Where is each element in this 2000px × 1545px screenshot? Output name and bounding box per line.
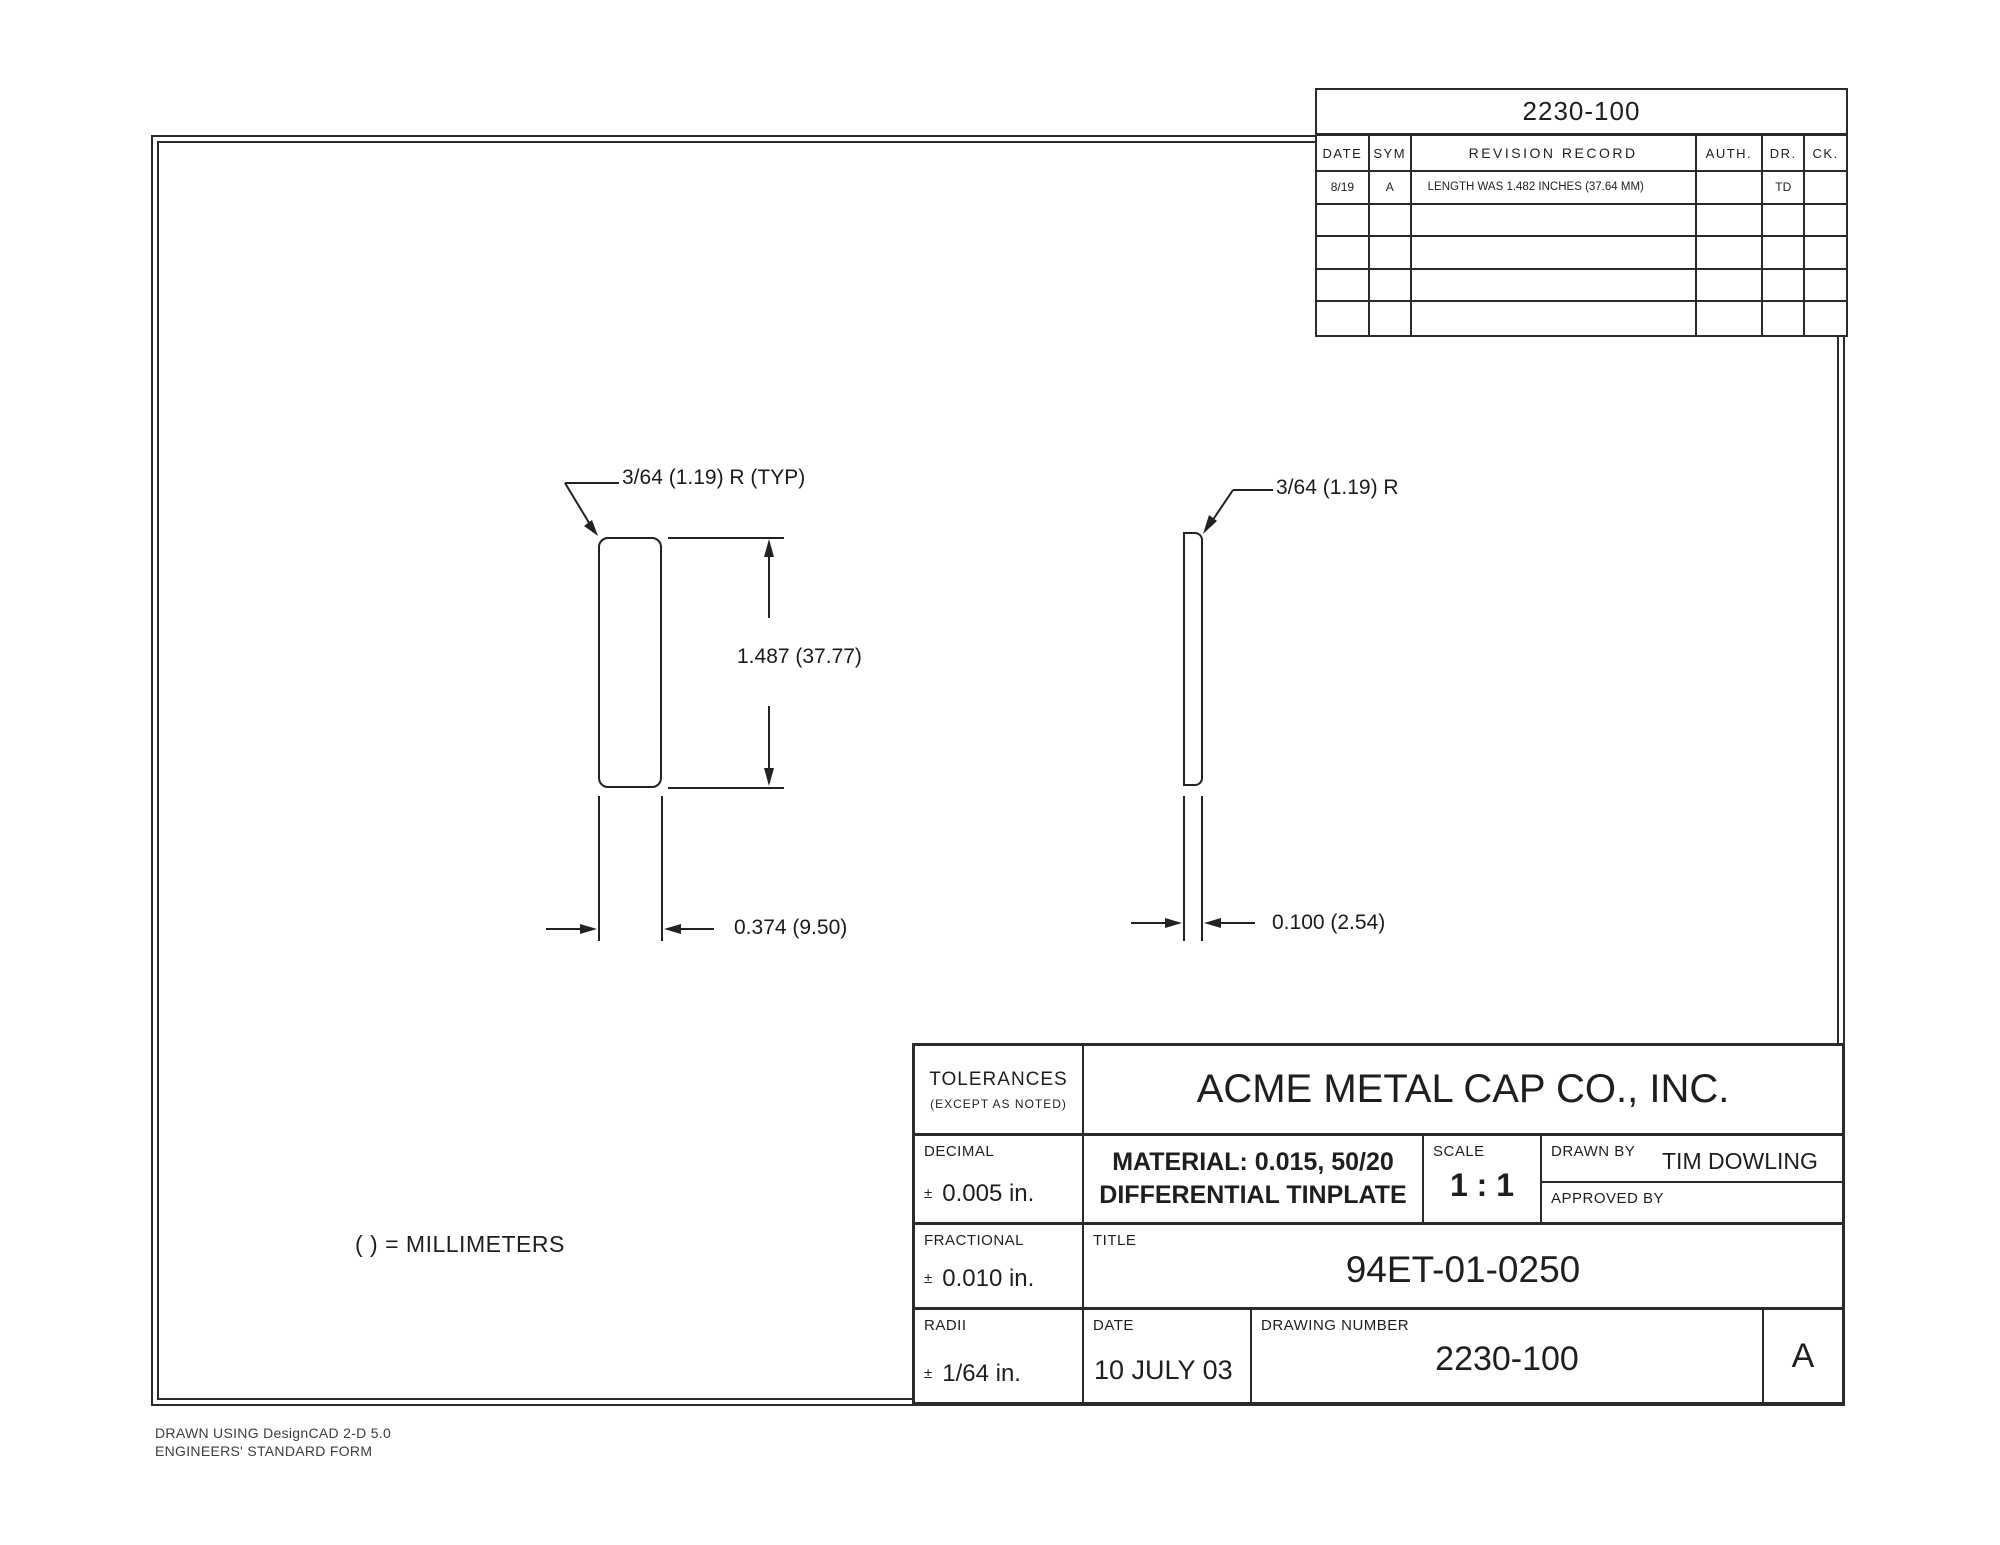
- tolerances-cell: [915, 1046, 1084, 1133]
- revision-row: [1317, 270, 1846, 303]
- revision-cell-record: [1412, 302, 1697, 335]
- revision-record-table: [1315, 88, 1848, 337]
- front-view-part-outline: [599, 538, 661, 787]
- drawn-by-value: TIM DOWLING: [1662, 1148, 1818, 1174]
- side-radius-callout: 3/64 (1.19) R: [1276, 476, 1399, 499]
- drawn-by-cell: [1542, 1136, 1842, 1183]
- revision-cell-sym: [1370, 237, 1412, 270]
- drawn-by-label: DRAWN BY: [1551, 1143, 1636, 1160]
- revision-row: [1317, 237, 1846, 270]
- front-vdim-top-arrowhead: [764, 539, 774, 557]
- date-label: DATE: [1093, 1317, 1134, 1334]
- tolerances-subnote: (EXCEPT AS NOTED): [930, 1096, 1067, 1111]
- decimal-value: ± 0.005 in.: [924, 1180, 1035, 1207]
- company-name: ACME METAL CAP CO., INC.: [1196, 1067, 1730, 1111]
- drawn-approved-cell: [1542, 1136, 1842, 1222]
- revision-header-sym: SYM: [1370, 136, 1412, 172]
- revision-cell-sym: [1370, 302, 1412, 335]
- fractional-label: FRACTIONAL: [924, 1232, 1025, 1249]
- millimeters-note: ( ) = MILLIMETERS: [355, 1231, 565, 1257]
- company-cell: [1084, 1046, 1842, 1133]
- revision-cell-dr: [1763, 205, 1805, 238]
- date-value: 10 JULY 03: [1094, 1355, 1233, 1385]
- plus-minus-sign: ±: [924, 1365, 933, 1382]
- fractional-tolerance-cell: [915, 1225, 1084, 1307]
- sheet-footer: [155, 1424, 391, 1460]
- front-width-dimension: 0.374 (9.50): [734, 916, 848, 939]
- revision-cell-dr: TD: [1763, 172, 1805, 205]
- revision-header-dr: DR.: [1763, 136, 1805, 172]
- revision-cell-ck: [1805, 270, 1846, 303]
- revision-row: [1317, 172, 1846, 205]
- revision-table-part-number: 2230-100: [1317, 90, 1846, 136]
- revision-letter-cell: [1764, 1310, 1842, 1402]
- side-view-geometry: [1131, 490, 1273, 941]
- side-thickness-dimension: 0.100 (2.54): [1272, 911, 1386, 934]
- radii-label: RADII: [924, 1317, 967, 1334]
- revision-cell-record: LENGTH WAS 1.482 INCHES (37.64 MM): [1412, 172, 1697, 205]
- side-hdim-left-arrowhead: [1165, 918, 1182, 928]
- revision-cell-sym: [1370, 270, 1412, 303]
- revision-row: [1317, 302, 1846, 335]
- revision-header-ck: CK.: [1805, 136, 1846, 172]
- revision-cell-date: [1317, 237, 1370, 270]
- revision-cell-date: [1317, 270, 1370, 303]
- side-hdim-right-arrowhead: [1204, 918, 1221, 928]
- revision-cell-date: [1317, 205, 1370, 238]
- revision-row: [1317, 205, 1846, 238]
- radii-value: ± 1/64 in.: [924, 1360, 1021, 1387]
- revision-cell-dr: [1763, 302, 1805, 335]
- scale-cell: [1424, 1136, 1542, 1222]
- revision-cell-dr: [1763, 270, 1805, 303]
- revision-header-auth: AUTH.: [1697, 136, 1764, 172]
- date-cell: [1084, 1310, 1252, 1402]
- revision-cell-record: [1412, 205, 1697, 238]
- front-hdim-left-arrowhead: [580, 924, 597, 934]
- drawing-number-label: DRAWING NUMBER: [1261, 1317, 1410, 1334]
- front-leader-arrowhead: [584, 520, 598, 536]
- revision-header-date: DATE: [1317, 136, 1370, 172]
- part-title-value: 94ET-01-0250: [1345, 1249, 1581, 1290]
- revision-cell-auth: [1697, 237, 1764, 270]
- title-label: TITLE: [1093, 1232, 1137, 1249]
- plus-minus-sign: ±: [924, 1185, 933, 1202]
- revision-cell-ck: [1805, 205, 1846, 238]
- decimal-tolerance-cell: [915, 1136, 1084, 1222]
- side-view-part-outline: [1184, 533, 1202, 785]
- revision-cell-ck: [1805, 237, 1846, 270]
- tolerances-label: TOLERANCES: [929, 1068, 1068, 1090]
- revision-cell-auth: [1697, 172, 1764, 205]
- fractional-value: ± 0.010 in.: [924, 1265, 1035, 1292]
- approved-by-cell: [1542, 1183, 1842, 1222]
- footer-line-1: DRAWN USING DesignCAD 2-D 5.0: [155, 1425, 392, 1441]
- scale-value: 1 : 1: [1449, 1167, 1515, 1203]
- revision-cell-auth: [1697, 205, 1764, 238]
- material-line-1: MATERIAL: 0.015, 50/20: [1112, 1148, 1394, 1176]
- material-cell: [1084, 1136, 1424, 1222]
- front-height-dimension: 1.487 (37.77): [737, 645, 862, 668]
- scale-label: SCALE: [1433, 1143, 1485, 1160]
- front-view-geometry: [546, 483, 784, 941]
- revision-cell-dr: [1763, 237, 1805, 270]
- material-line-2: DIFFERENTIAL TINPLATE: [1099, 1181, 1407, 1209]
- decimal-label: DECIMAL: [924, 1143, 995, 1160]
- revision-cell-auth: [1697, 302, 1764, 335]
- revision-letter: A: [1791, 1336, 1815, 1375]
- revision-cell-record: [1412, 237, 1697, 270]
- drawing-number-value: 2230-100: [1435, 1340, 1579, 1378]
- approved-by-label: APPROVED BY: [1551, 1190, 1665, 1207]
- drawing-number-cell: [1252, 1310, 1764, 1402]
- title-cell: [1084, 1225, 1842, 1307]
- footer-line-2: ENGINEERS' STANDARD FORM: [155, 1443, 373, 1459]
- revision-header-record: REVISION RECORD: [1412, 136, 1697, 172]
- revision-table-header-row: [1317, 136, 1846, 172]
- revision-cell-date: [1317, 302, 1370, 335]
- plus-minus-sign: ±: [924, 1270, 933, 1287]
- front-vdim-bottom-arrowhead: [764, 768, 774, 786]
- revision-cell-ck: [1805, 172, 1846, 205]
- front-hdim-right-arrowhead: [664, 924, 681, 934]
- radii-tolerance-cell: [915, 1310, 1084, 1402]
- revision-cell-ck: [1805, 302, 1846, 335]
- revision-cell-record: [1412, 270, 1697, 303]
- revision-cell-sym: [1370, 205, 1412, 238]
- revision-cell-auth: [1697, 270, 1764, 303]
- front-radius-callout: 3/64 (1.19) R (TYP): [622, 466, 806, 489]
- revision-cell-sym: A: [1370, 172, 1412, 205]
- title-block: [912, 1043, 1845, 1405]
- revision-cell-date: 8/19: [1317, 172, 1370, 205]
